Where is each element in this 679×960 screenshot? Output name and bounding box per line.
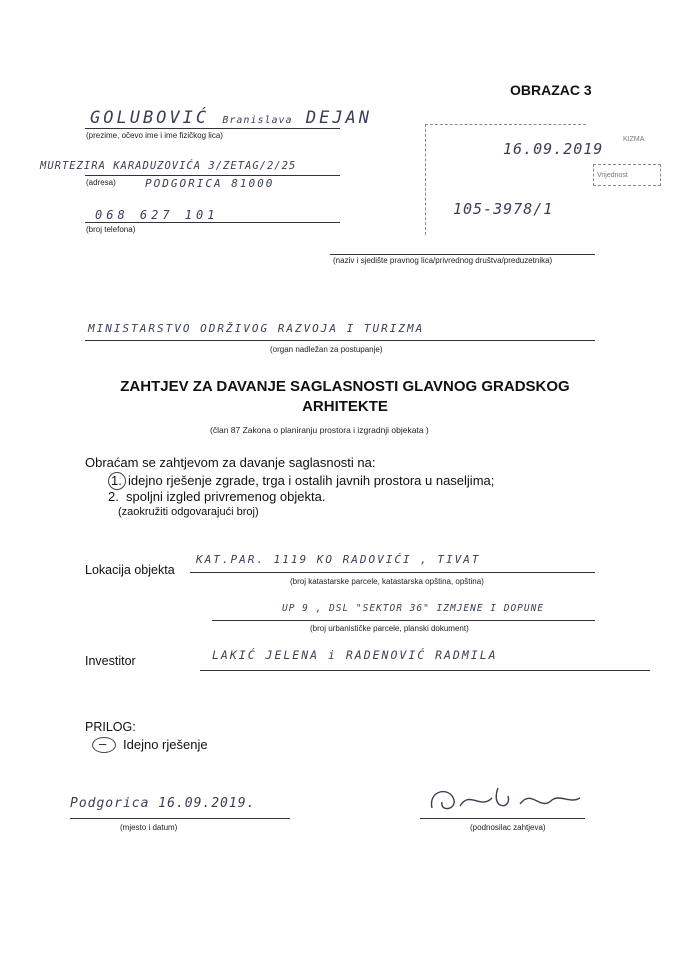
stamp-label-top: KIZMA xyxy=(623,136,645,143)
authority-caption: (organ nadležan za postupanje) xyxy=(270,345,383,354)
registry-stamp xyxy=(425,124,660,254)
location-caption2: (broj urbanističke parcele, planski dokument) xyxy=(310,624,469,633)
title-subtitle: (član 87 Zakona o planiranju prostora i izgradnji objekata ) xyxy=(210,425,429,435)
attachment-marker: – xyxy=(99,736,107,751)
option2-text: spoljni izgled privremenog objekta. xyxy=(126,489,326,504)
signature-rule xyxy=(420,818,585,819)
place-date-caption: (mjesto i datum) xyxy=(120,823,178,832)
phone-rule xyxy=(85,222,340,223)
title-line2: ARHITEKTE xyxy=(302,398,388,415)
legal-entity-caption: (naziv i sjedište pravnog lica/privrednog društva/preduzetnika) xyxy=(333,256,553,265)
investor-label: Investitor xyxy=(85,654,136,668)
applicant-first-name: DEJAN xyxy=(305,108,373,128)
request-note: (zaokružiti odgovarajući broj) xyxy=(118,506,259,518)
location-value2: UP 9 , DSL "SEKTOR 36" IZMJENE I DOPUNE xyxy=(282,603,545,614)
applicant-surname: GOLUBOVIĆ xyxy=(90,108,210,128)
location-rule2 xyxy=(212,620,595,621)
form-title xyxy=(60,378,630,415)
attachment-label: PRILOG: xyxy=(85,720,136,734)
applicant-fathers-name: Branislava xyxy=(222,115,293,126)
signature xyxy=(420,780,590,820)
option1-number: 1. xyxy=(111,473,122,488)
place-date-value: Podgorica 16.09.2019. xyxy=(70,796,256,811)
attachment-item: Idejno rješenje xyxy=(123,737,208,752)
name-rule xyxy=(85,128,340,129)
address-line2: PODGORICA 81000 xyxy=(145,177,275,190)
location-label: Lokacija objekta xyxy=(85,563,175,577)
authority-rule xyxy=(85,340,595,341)
investor-value: LAKIĆ JELENA i RADENOVIĆ RADMILA xyxy=(212,648,498,662)
address-line1: MURTEZIRA KARADUZOVIĆA 3/ZETAG/2/25 xyxy=(40,160,297,172)
investor-rule xyxy=(200,670,650,671)
legal-entity-rule xyxy=(330,254,595,255)
stamp-date: 16.09.2019 xyxy=(503,140,604,158)
option1-text: idejno rješenje zgrade, trga i ostalih javnih prostora u naseljima; xyxy=(128,473,495,488)
stamp-label-side: Vrijednost xyxy=(597,172,628,179)
phone-caption: (broj telefona) xyxy=(86,225,136,234)
address-rule xyxy=(85,175,340,176)
place-date-rule xyxy=(70,818,290,819)
signer-caption: (podnosilac zahtjeva) xyxy=(470,823,546,832)
location-caption1: (broj katastarske parcele, katastarska opština, opština) xyxy=(290,577,484,586)
address-caption: (adresa) xyxy=(86,178,116,187)
title-line1: ZAHTJEV ZA DAVANJE SAGLASNOSTI GLAVNOG GRADSKOG xyxy=(120,378,570,395)
phone-value: 068 627 101 xyxy=(95,208,219,222)
stamp-number: 105-3978/1 xyxy=(453,200,554,218)
location-rule1 xyxy=(190,572,595,573)
name-caption: (prezime, očevo ime i ime fizičkog lica) xyxy=(86,131,223,140)
option2-number: 2. xyxy=(108,489,119,504)
applicant-name-line xyxy=(90,108,372,128)
form-code: OBRAZAC 3 xyxy=(510,82,592,98)
location-value1: KAT.PAR. 1119 KO RADOVIĆI , TIVAT xyxy=(196,553,481,566)
authority-value: MINISTARSTVO ODRŽIVOG RAZVOJA I TURIZMA xyxy=(88,322,425,335)
request-intro: Obraćam se zahtjevom za davanje saglasnosti na: xyxy=(85,455,376,470)
